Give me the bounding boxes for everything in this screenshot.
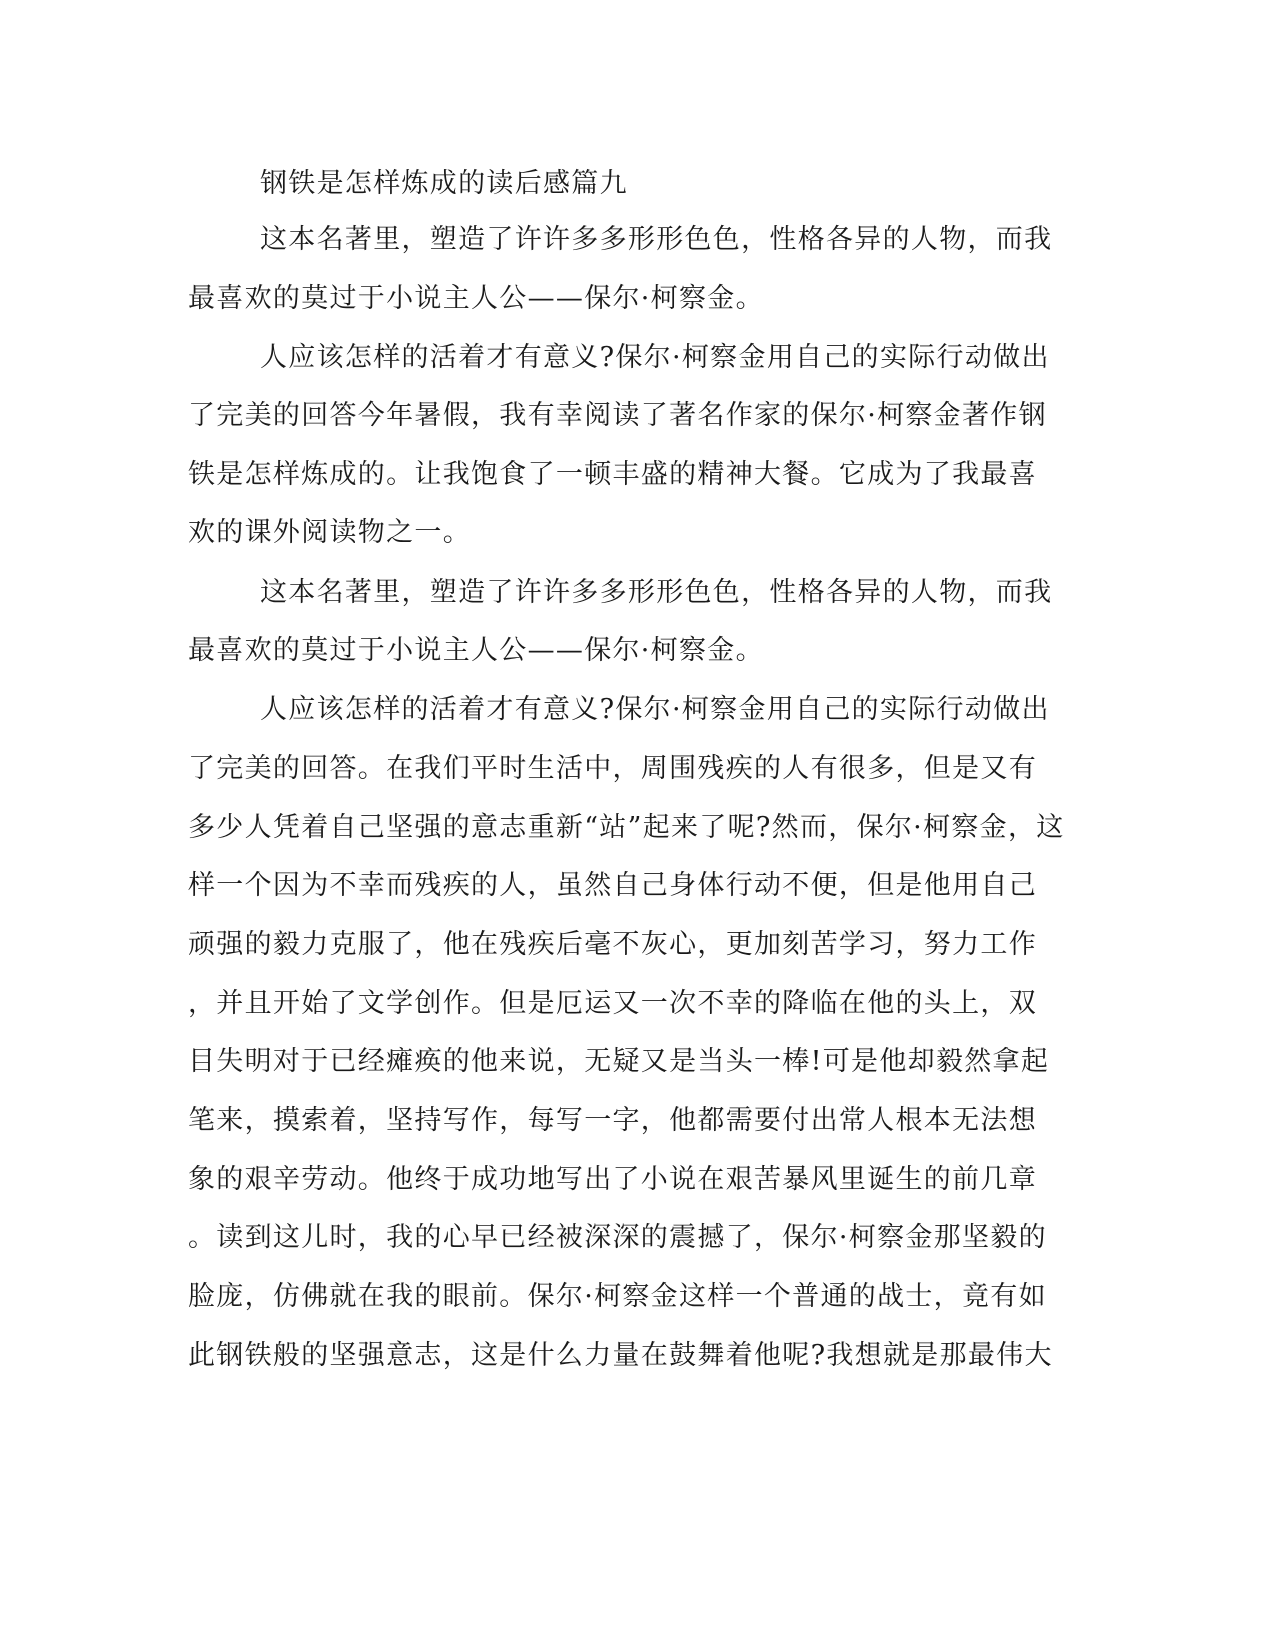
text-line: 最喜欢的莫过于小说主人公——保尔·柯察金。 xyxy=(188,635,764,666)
text-line: 人应该怎样的活着才有意义?保尔·柯察金用自己的实际行动做出 xyxy=(260,694,1050,725)
text-line: 样一个因为不幸而残疾的人，虽然自己身体行动不便，但是他用自己 xyxy=(188,870,1037,901)
text-line: 此钢铁般的坚强意志，这是什么力量在鼓舞着他呢?我想就是那最伟大 xyxy=(188,1340,1053,1371)
text-line: 了完美的回答今年暑假，我有幸阅读了著名作家的保尔·柯察金著作钢 xyxy=(188,400,1047,431)
text-line: 人应该怎样的活着才有意义?保尔·柯察金用自己的实际行动做出 xyxy=(260,342,1050,373)
text-line: 多少人凭着自己坚强的意志重新“站”起来了呢?然而，保尔·柯察金，这 xyxy=(188,812,1065,843)
text-line: 脸庞，仿佛就在我的眼前。保尔·柯察金这样一个普通的战士，竟有如 xyxy=(188,1281,1047,1312)
text-line: 这本名著里，塑造了许许多多形形色色，性格各异的人物，而我 xyxy=(260,577,1053,608)
text-line: 这本名著里，塑造了许许多多形形色色，性格各异的人物，而我 xyxy=(260,224,1053,255)
text-line: ，并且开始了文学创作。但是厄运又一次不幸的降临在他的头上，双 xyxy=(188,988,1037,1019)
text-line: 目失明对于已经瘫痪的他来说，无疑又是当头一棒!可是他却毅然拿起 xyxy=(188,1046,1050,1077)
text-line: 欢的课外阅读物之一。 xyxy=(188,517,471,548)
text-line: 顽强的毅力克服了，他在残疾后毫不灰心，更加刻苦学习，努力工作 xyxy=(188,929,1037,960)
text-line: 。读到这儿时，我的心早已经被深深的震撼了，保尔·柯察金那坚毅的 xyxy=(188,1222,1047,1253)
document-title: 钢铁是怎样炼成的读后感篇九 xyxy=(260,168,628,199)
text-line: 笔来，摸索着，坚持写作，每写一字，他都需要付出常人根本无法想 xyxy=(188,1105,1037,1136)
text-line: 铁是怎样炼成的。让我饱食了一顿丰盛的精神大餐。它成为了我最喜 xyxy=(188,459,1037,490)
text-line: 象的艰辛劳动。他终于成功地写出了小说在艰苦暴风里诞生的前几章 xyxy=(188,1164,1037,1195)
text-line: 了完美的回答。在我们平时生活中，周围残疾的人有很多，但是又有 xyxy=(188,753,1037,784)
text-line: 最喜欢的莫过于小说主人公——保尔·柯察金。 xyxy=(188,283,764,314)
